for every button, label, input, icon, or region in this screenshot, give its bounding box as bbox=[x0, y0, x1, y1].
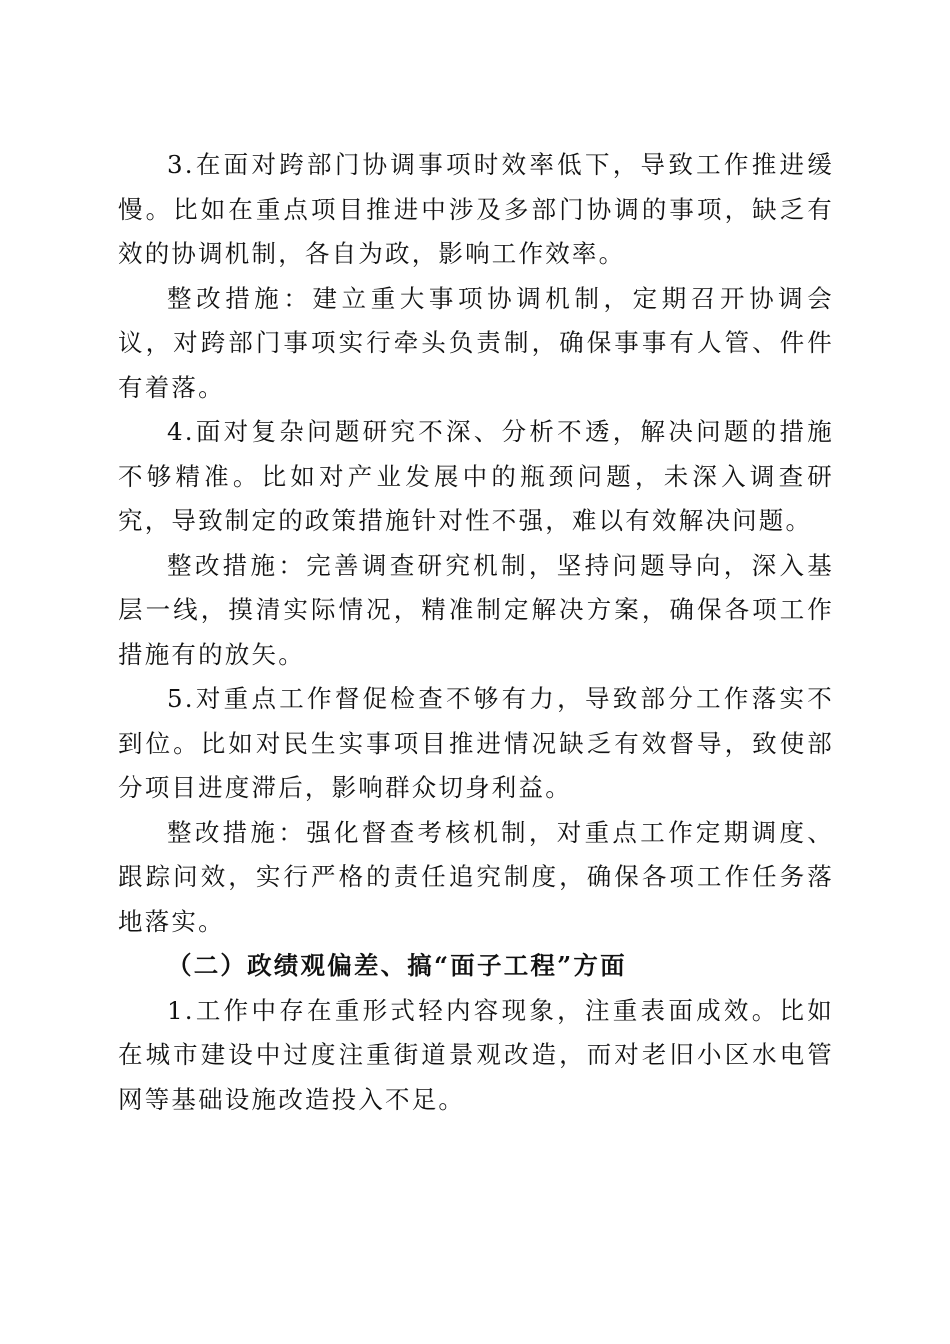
paragraph-measure-5: 整改措施：强化督查考核机制，对重点工作定期调度、跟踪问效，实行严格的责任追究制度，确保各项工作任务落地落实。 bbox=[118, 817, 834, 936]
document-page bbox=[118, 143, 834, 1122]
paragraph-item-3: 3.在面对跨部门协调事项时效率低下，导致工作推进缓慢。比如在重点项目推进中涉及多部门协调的事项，缺乏有效的协调机制，各自为政，影响工作效率。 bbox=[118, 150, 834, 268]
paragraph-measure-3: 整改措施：建立重大事项协调机制，定期召开协调会议，对跨部门事项实行牵头负责制，确保事事有人管、件件有着落。 bbox=[118, 283, 834, 402]
paragraph-item-5: 5.对重点工作督促检查不够有力，导致部分工作落实不到位。比如对民生实事项目推进情况缺乏有效督导，致使部分项目进度滞后，影响群众切身利益。 bbox=[118, 684, 834, 802]
paragraph-section2-item-1: 1.工作中存在重形式轻内容现象，注重表面成效。比如在城市建设中过度注重街道景观改造，而对老旧小区水电管网等基础设施改造投入不足。 bbox=[118, 995, 834, 1114]
section-heading: （二）政绩观偏差、搞“面子工程”方面 bbox=[167, 951, 627, 980]
paragraph-item-4: 4.面对复杂问题研究不深、分析不透，解决问题的措施不够精准。比如对产业发展中的瓶颈问题，未深入调查研究，导致制定的政策措施针对性不强，难以有效解决问题。 bbox=[118, 417, 834, 535]
paragraph-measure-4: 整改措施：完善调查研究机制，坚持问题导向，深入基层一线，摸清实际情况，精准制定解决方案，确保各项工作措施有的放矢。 bbox=[118, 550, 834, 669]
